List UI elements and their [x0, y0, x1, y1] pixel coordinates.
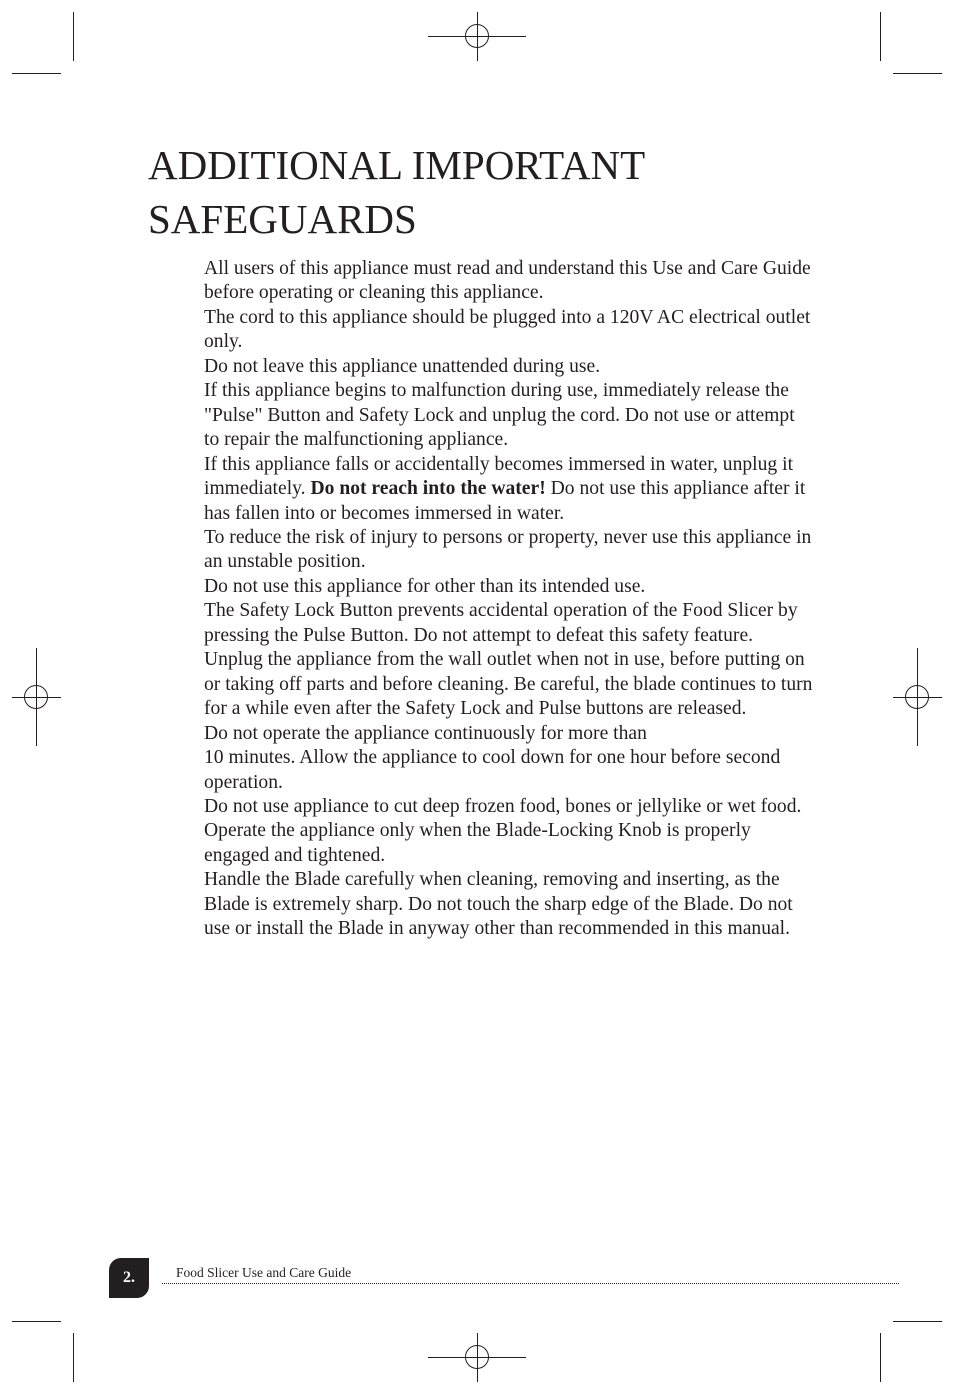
page-number: 2.	[109, 1258, 149, 1298]
registration-circle-icon	[465, 24, 489, 48]
page-title	[148, 138, 848, 246]
crop-mark	[880, 12, 881, 61]
crop-mark	[893, 73, 942, 74]
safeguard-text: 10 minutes. Allow the appliance to cool down for one hour before second operation.	[204, 747, 781, 793]
page-title-line: SAFEGUARDS	[148, 196, 417, 242]
registration-circle-icon	[24, 685, 48, 709]
crop-mark	[12, 1321, 61, 1322]
registration-circle-icon	[905, 685, 929, 709]
safeguard-item: The cord to this appliance should be plugged into a 120V AC electrical outlet only.	[204, 306, 811, 353]
safeguard-warning: Do not reach into the water!	[310, 478, 546, 500]
safeguard-text: If this appliance falls or accidentally becomes immersed in water, unplug it immediately.	[204, 453, 794, 500]
safeguard-item: To reduce the risk of injury to persons or property, never use this appliance in an unstable position.	[204, 526, 812, 573]
crop-mark	[73, 12, 74, 61]
safeguard-item: All users of this appliance must read and understand this Use and Care Guide before operating or cleaning this appliance.	[204, 258, 811, 304]
registration-circle-icon	[465, 1345, 489, 1369]
page-title-line: ADDITIONAL IMPORTANT	[148, 142, 646, 188]
safeguard-item: Do not use appliance to cut deep frozen food, bones or jellylike or wet food.	[204, 795, 802, 817]
footer-dotted-rule	[162, 1283, 899, 1284]
safeguard-text: Do not operate the appliance continuously for more than	[204, 722, 647, 744]
safeguard-item: Do not leave this appliance unattended during use.	[204, 355, 601, 377]
safeguard-text: Do not use this appliance after it has fallen into or becomes immersed in water.	[204, 478, 806, 524]
crop-mark	[880, 1333, 881, 1382]
safeguard-item: Do not use this appliance for other than its intended use.	[204, 575, 646, 597]
crop-mark	[73, 1333, 74, 1382]
safeguard-item: If this appliance begins to malfunction during use, immediately release the "Pulse" Button and Safety Lock and unplug the cord. Do not use or attempt to repair the malfunctioning appliance.	[204, 380, 795, 451]
safeguard-item: Operate the appliance only when the Blade-Locking Knob is properly engaged and tightened.	[204, 820, 751, 866]
safeguards-list	[204, 257, 814, 942]
crop-mark	[12, 73, 61, 74]
safeguard-item: Handle the Blade carefully when cleaning, removing and inserting, as the Blade is extremely sharp. Do not touch the sharp edge of the Blade. Do not use or install the Blade in anyway other than recommended in this manual.	[204, 869, 793, 940]
safeguard-item	[204, 722, 814, 795]
safeguard-item	[204, 453, 814, 526]
crop-mark	[893, 1321, 942, 1322]
footer-guide-title: Food Slicer Use and Care Guide	[176, 1265, 352, 1280]
safeguard-item: The Safety Lock Button prevents accidental operation of the Food Slicer by pressing the Pulse Button. Do not attempt to defeat this safety feature.	[204, 600, 798, 646]
safeguard-item: Unplug the appliance from the wall outlet when not in use, before putting on or taking off parts and before cleaning. Be careful, the blade continues to turn for a while even after the Safety Lock and Pulse buttons are released.	[204, 649, 813, 720]
